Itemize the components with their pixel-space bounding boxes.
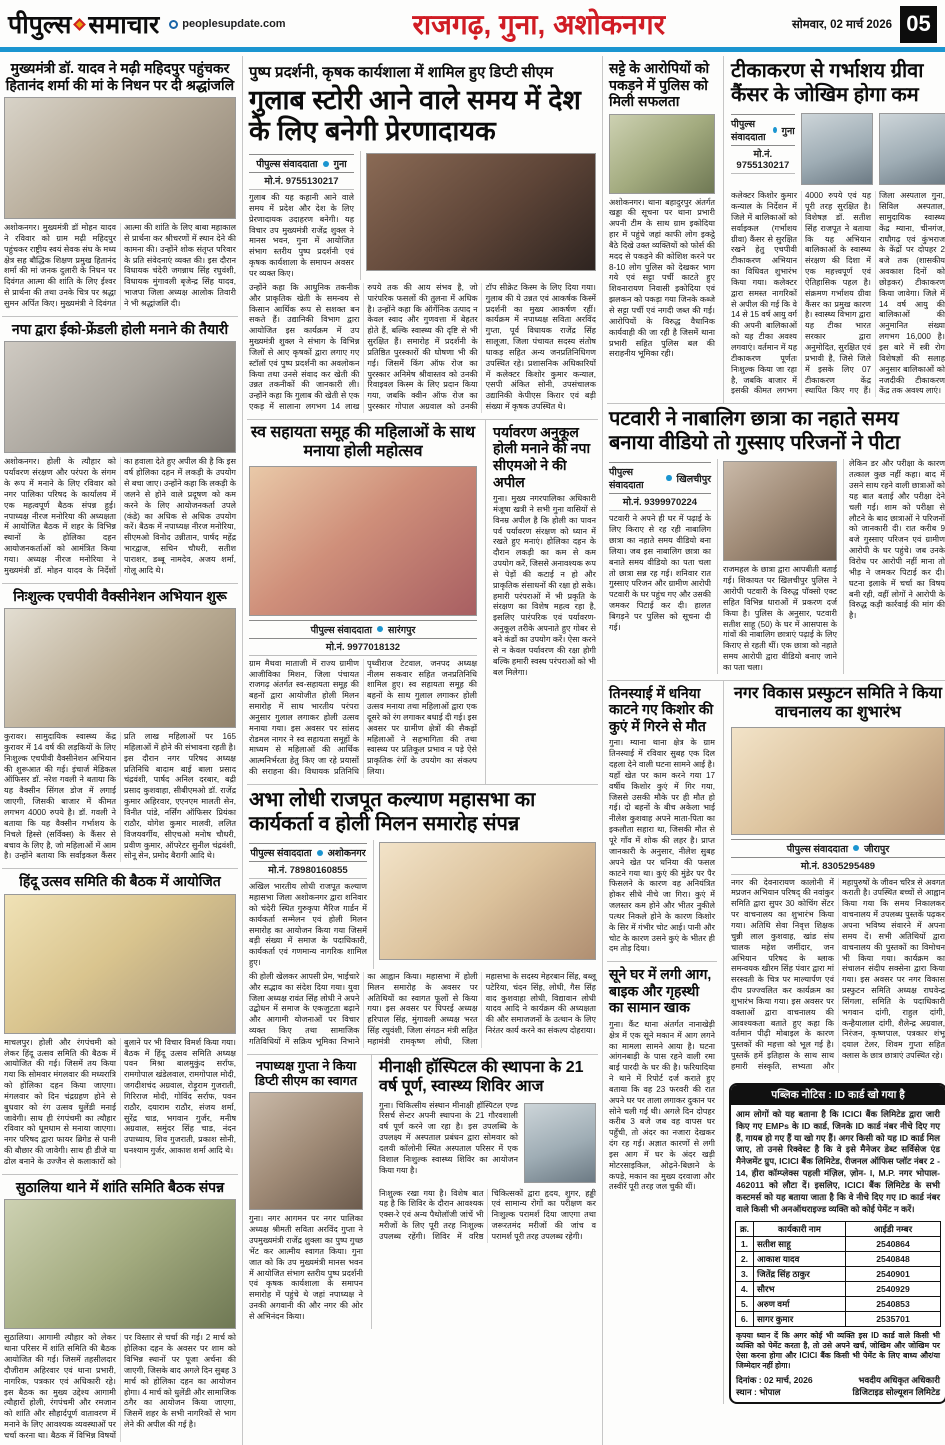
photo-cm-tribute-meeting [4, 97, 236, 219]
table-row: 6. सागर कुमार 2535701 [736, 1311, 941, 1326]
article-body: अशोकनगर। होली के त्यौहार को पर्यावरण संरक्षण और परंपरा के संगम के रूप में मनाने के लिए रविवार को नगर पालिका परिषद के कार्यालय में एक महत्वपूर्ण बैठक संपन्न हुई। नपाध्यक्ष नीरज मनोरिया की अध्यक्षता में आयोजित बैठक में शहर के विभिन्न स्थानों के होलिका दहन आयोजनकर्ताओं को आमंत्रित किया गया। अध्यक्ष नीरज मनोरिया ने मुख्यमंत्री डॉ. मोहन यादव के निर्देशों का हवाला देते हुए अपील की है कि इस वर्ष होलिका दहन में लकड़ी के उपयोग से बचा जाए। उन्होंने कहा कि लकड़ी के जलने से होने वाले प्रदूषण को कम करने के लिए आयोजनकर्ता उपले (कंडे) का अधिक से अधिक उपयोग करें। बैठक में नपाध्यक्ष नीरज मनोरिया, सीएमओ विनोद उन्नीतान, पार्षद महेंद्र भारद्वाज, सचिन चौधरी, सतीश पाराशर, डब्बू नामदेव, अजय शर्मा, गोलू आदि थे। [4, 457, 236, 575]
center-column [242, 56, 598, 1445]
photo-hospital-director-portrait [524, 1103, 596, 1183]
article-headline: मुख्यमंत्री डॉ. यादव ने मढ़ी महिदपुर पहुंचकर हितानंद शर्मा की मां के निधन पर दी श्रद्धांजलि [5, 60, 235, 93]
article-headline: तिनस्याई में धनिया काटने गए किशोर की कुएं में गिरने से मौत [609, 684, 714, 734]
article-napadhyaksha-swagat [247, 1055, 365, 1329]
right-column [602, 56, 945, 1445]
photo-deputy-cm-stage [366, 153, 596, 271]
article-cm-tribute [2, 56, 238, 317]
table-row: 4. सौरभ 2540929 [736, 1281, 941, 1296]
bullet-icon [853, 845, 859, 851]
photo-bouquet-welcome [249, 1092, 363, 1210]
photo-sutaliya-meeting [4, 1199, 236, 1329]
article-headline: गुलाब स्टोरी आने वाले समय में देश के लिए बनेगी प्रेरणादायक [249, 85, 581, 147]
article-sutaliya [2, 1175, 238, 1445]
article-body: कलेक्टर किशोर कुमार कन्याल के निर्देशन में जिले में बालिकाओं को सर्वाइकल (गर्भाशय ग्रीवा) कैंसर से सुरक्षित रखने हेतु एचपीवी टीकाकरण अभियान का विधिवत शुभारंभ किया गया। कलेक्टर द्वारा समस्त नागरिकों से अपील की गई कि वे 14 से 15 वर्ष आयु वर्ग की अपनी बालिकाओं को यह टीका अवश्य लगवाएं। वर्तमान में यह टीकाकरण पूर्णतः निःशुल्क किया जा रहा है, जबकि बाजार में इसकी कीमत लगभग 4000 रुपये एवं यह पूरी तरह सुरक्षित है। विशेषज्ञ डॉ. सतीश सिंह राजपूत ने बताया कि यह अभियान बालिकाओं के स्वास्थ्य संरक्षण की दिशा में एक महत्त्वपूर्ण एवं ऐतिहासिक पहल है। संक्रमण गर्भाशय ग्रीवा कैंसर का प्रमुख कारण है। स्वास्थ्य विभाग द्वारा यह टीका भारत सरकार द्वारा अनुमोदित, सुरक्षित एवं प्रभावी है, जिसे जिले में इसके लिए 07 टीकाकरण केंद्र स्थापित किए गए हैं। जिला अस्पताल गुना, सिविल अस्पताल, सामुदायिक स्वास्थ्य केंद्र म्याना, चीनगंज, राघौगढ़ एवं कुंभराज के केंद्रों पर दोपहर 2 बजे तक (शासकीय अवकाश दिनों को छोड़कर) टीकाकरण किया जावेगा। जिले में 14 वर्ष आयु की बालिकाओं की अनुमानित संख्या लगभग 16,000 है। इस बारे में स्त्री रोग विशेषज्ञों की सलाह अनुसार बालिकाओं को नजदीकी टीकाकरण केंद्र तक अवश्य लाएं। [731, 191, 945, 396]
notice-date-place: दिनांक : 02 मार्च, 2026 स्थान : भोपाल [736, 1374, 813, 1397]
article-headline: सूने घर में लगी आग, बाइक और गृहस्थी का सामान खाक [609, 966, 712, 1016]
bullet-icon [377, 626, 383, 632]
byline-phone: मो.नं. 9399970224 [609, 495, 711, 511]
notice-title: पब्लिक नोटिस : ID कार्ड खो गया है [731, 1085, 945, 1105]
article-house-fire [607, 962, 717, 1199]
article-body: नगर की देवनारायण कालोनी में मप्रजन अभियान परिषद् की नवांकुर समिति द्वारा सुपर 30 कोचिंग सेंटर पर वाचनालय का शुभारंभ किया गया। अतिथि सेवा निवृत्त शिक्षक चुन्नी लाल कुशवाह, खांड संघ चालक महेश जमींदार, जन अभियान परिषद के ब्लाक समन्वयक खीरम सिंह पंवार द्वारा मां सरस्वती के चित्र पर माल्यार्पण एवं दीप प्रज्ज्वलित कर कार्यक्रम का शुभारंभ किया गया। इस अवसर पर वक्ताओं द्वारा वाचनालय की आवश्यकता बताते हुए कहा कि वर्तमान पीढ़ी मोबाइल के कारण पुस्तकों की महत्ता को भूल गई है। पुस्तकें हमें इतिहास के साथ साथ हमारी संस्कृति, सभ्यता और महापुरुषों के जीवन चरित्र से अवगत कराती है। उपस्थित बच्चों से आह्वान किया गया कि समय निकालकर वाचनालय में उपलब्ध पुस्तकें पढ़कर अपना भविष्य संवारने में अपना समय दें। सभी अतिथियों द्वारा वाचनालय की पुस्तकों का विमोचन भी किया गया। कार्यक्रम का संचालन संदीप सक्सेना द्वारा किया गया। इस अवसर पर नगर विकास प्रस्फुटन समिति अध्यक्ष राघवेन्द्र सिंगला, समिति के पदाधिकारी भगवान दांगी, राहुल दांगी, कन्हैयालाल दांगी, शैलेन्द्र अग्रवाल, निरंजन, कृष्णपाल, पत्रकार शंभू दयाल टेलर, शिवम गुप्ता सहित क्लास के छात्र छात्राएं उपस्थित रहे। [731, 877, 945, 1071]
photo-collector-portrait [801, 113, 873, 185]
right-bottom-right-stack [723, 681, 945, 1404]
article-headline: निःशुल्क एचपीवी वैक्सीनेशन अभियान शुरू [13, 587, 227, 604]
website-link[interactable] [169, 18, 285, 30]
article-shg-holi [247, 420, 479, 784]
article-satta-arrest [607, 56, 717, 366]
article-headline: नपा द्वारा ईको-फ्रेंडली होली मनाने की तैयारी [11, 320, 229, 337]
photo-super30-library-launch [731, 727, 945, 835]
article-gulab-story [247, 56, 598, 420]
masthead-left: पीपुल्स [8, 11, 72, 39]
notice-table [735, 1221, 941, 1327]
byline-phone: मो.नं. 8305295489 [731, 859, 945, 875]
article-minakshi-hospital [377, 1055, 598, 1249]
article-headline: टीकाकरण से गर्भाशय ग्रीवा कैंसर के जोखिम होगा कम [731, 60, 924, 106]
article-headline: पर्यावरण अनुकूल होली मनाने की नपा सीएमओ ने की अपील [493, 423, 591, 490]
article-body: गुना। नगर आगमन पर नगर पालिका अध्यक्ष श्रीमती सविता अरविंद गुप्ता ने उपमुख्यमंत्री राजेंद्र शुक्ला का पुष्प गुच्छ भेंट कर आत्मीय स्वागत किया। गुना जात को कि उप मुख्यमंत्री मानस भवन में आयोजित संभाग स्तरीय पुष्प प्रदर्शनी एवं कृषक कार्यशाला के समापन समारोह में पहुंचे थे जहां नपाध्यक्ष ने उनकी अगवानी की और नगर की ओर से अभिनंदन किया। [249, 1214, 363, 1321]
article-lodhi-mahasabha [247, 784, 598, 1055]
byline: पीपुल्स संवाददाता सारंगपुर [249, 620, 477, 639]
table-row: 5. अरुण वर्मा 2540853 [736, 1296, 941, 1311]
photo-lodhi-samaroh-banner [379, 842, 596, 960]
article-headline: नगर विकास प्रस्फुटन समिति ने किया वाचनालय का शुभारंभ [733, 684, 943, 721]
byline: पीपुल्स संवाददाता जीरापुर [731, 839, 945, 858]
article-headline: पटवारी ने नाबालिग छात्रा का नहाते समय बनाया वीडियो तो गुस्साए परिजनों ने पीटा [609, 408, 901, 454]
photo-angry-villagers [723, 461, 837, 561]
article-headline: सुठालिया थाने में शांति समिति बैठक संपन्न [15, 1178, 225, 1195]
article-headline: मीनाक्षी हॉस्पिटल की स्थापना के 21 वर्ष पूर्ण, स्वास्थ्य शिविर आज [379, 1058, 584, 1095]
article-body: कुरावर। सामुदायिक स्वास्थ्य केंद्र कुरावर में 14 वर्ष की लड़कियों के लिए निःशुल्क एचपीवी वैक्सीनेशन अभियान की शुरूआत की गई। इंचार्ज मेडिकल ऑफिसर डॉ. नरेश गवली ने बताया कि यह वैक्सीन सिंगल डोज में लगाई जाएगी, जिसकी बाजार में कीमत लगभग 4000 रुपये है। डॉ. गवली ने बताया कि यह वैक्सीन गर्भाशय के निचले हिस्से (सर्विक्स) के कैंसर से बचाव के लिए है, जो महिलाओं में आम है। उन्होंने बताया कि सर्वाइकल कैंसर प्रति लाख महिलाओं पर 165 महिलाओं में होने की संभावना रहती है। इस दौरान नगर परिषद अध्यक्ष प्रतिनिधि बादाम बाई बाला प्रसाद चंद्रवंशी, पार्षद अनिल दरबार, बद्री प्रसाद कुशवाहा, सीबीएमओ डॉ. राजेंद्र कुमार अहिरवार, एएनएम मालती सेन, विनीत पांडे, नर्सिंग ऑफिसर प्रियंका राठौर, योगेश कुमार मालवी, ललित विजयवर्गीय, सीएचओ मनोष चौधरी, प्रवीण कुमार, ऑपरेटर सुनील चंद्रवंशी, सोनू सेन, प्रमोद बैरागी आदि थे। [4, 732, 236, 861]
byline-phone: मो.नं. 9977018132 [249, 640, 477, 656]
photo-police-group [609, 114, 715, 194]
article-intro: अखिल भारतीय लोधी राजपूत कल्याण महासभा जिला अशोकनगर द्वारा शनिवार को चंदेरी स्थित गुरुकृपा मैरिज गार्डन में कार्यकर्ता सम्मेलन एवं होली मिलन समारोह का आयोजन किया गया जिसमें बड़ी संख्या में समाज के पदाधिकारी, कार्यकर्ता एवं गणमान्य नागरिक शामिल हुए। [249, 882, 367, 968]
article-body-col3: लेकिन डर और परीक्षा के कारण तत्काल कुछ नहीं कहा। बाद में उसने साथ रहने वाली छात्राओं को यह बात बताई और परीक्षा देने चली गई। शाम को परीक्षा से लौटने के बाद छात्राओं ने परिजनों को जानकारी दी। रात करीब 9 बजे गुस्साए परिजन एवं ग्रामीण आरोपी के घर पहुंचे। जब उनके विरोध पर आरोपी नहीं माना तो भीड़ ने जमकर पिटाई कर दी। घटना इलाके में चर्चा का विषय बनी रही, वहीं लोगों ने आरोपी के विरुद्ध कड़ी कार्रवाई की मांग की है। [849, 459, 945, 621]
byline-phone: मो.नं. 9755130217 [249, 174, 354, 190]
article-tinsyai-death [607, 681, 717, 962]
article-body: सुठालिया। आगामी त्यौहार को लेकर थाना परिसर में शांति समिति की बैठक आयोजित की गई। जिसमें तहसीलदार दौजीराम अहिरवार एवं थाना प्रभारी, नागरिक, पत्रकार एवं अधिकारी रहे। इस बैठक का मुख्य उद्देश्य आगामी त्यौहारों होली, रंगपंचमी और रमजान को शांति और सौहार्दपूर्ण वातावरण में मनाने के लिए आवश्यक व्यवस्थाओं पर चर्चा करना था। बैठक में विभिन्न विषयों पर विस्तार से चर्चा की गई। 2 मार्च को होलिका दहन के अवसर पर शाम को विभिन्न स्थानों पर पूजा अर्चना की जाएगी, जिसके बाद अगले दिन सुबह 3 मार्च को होलिका दहन का आयोजन होगा। 4 मार्च को धुलेंडी और सामाजिक ठगैर का आयोजन किया जाएगा, जिसमें शहर के सभी नागरिकों से भाग लेने की अपील की गई है। [4, 1333, 236, 1440]
article-eco-holi [2, 317, 238, 584]
byline: पीपुल्स संवाददाता खिलचीपुर [609, 462, 711, 494]
article-headline: सट्टे के आरोपियों को पकड़ने में पुलिस को मिली सफलता [609, 60, 710, 110]
article-headline: अभा लोधी राजपूत कल्याण महासभा का कार्यकर्ता व होली मिलन समारोह संपन्न [249, 789, 536, 835]
notice-body: आम लोगों को यह बताना है कि ICICI बैंक लिमिटेड द्वारा जारी किए गए EMPs के ID कार्ड, जिनके ID कार्ड नंबर नीचे दिए गए हैं, गायब हो गए हैं या खो गए हैं। अगर किसी को यह ID कार्ड मिल जाए, तो उनसे रिक्वेस्ट है कि वे इसे मैनेजर डेब्ट सर्विसेज एंड मैनेजमेंट ग्रुप, ICICI बैंक लिमिटेड, रीजनल ऑफिस प्लॉट नंबर 2 - 14, हीरा कॉम्प्लेक्स पहली मंज़िल, ज़ोन- I, M.P. नगर भोपाल- 462011 को लौटा दें। इसलिए, ICICI बैंक लिमिटेड के सभी कस्टमर्स को यह बताया जाता है कि वे नीचे दिए गए ID कार्ड नंबर वाले किसी भी अनऑथराइज्ड व्यक्ति को कोई पेमेंट न करें। [736, 1108, 940, 1214]
article-body: गुना। मुख्य नगरपालिका अधिकारी मंजूषा खत्री ने सभी गुना वासियों से विनम्र अपील है कि होली का पावन पर्व पर्यावरण संरक्षण को ध्यान में रखते हुए मनाएं। होलिका दहन के दौरान लकड़ी का कम से कम उपयोग करें, जिससे अनावश्यक रूप से पेड़ों की कटाई न हो और प्राकृतिक संसाधनों की रक्षा हो सके। हमारी परंपराओं में भी प्रकृति के संरक्षण का विशेष महत्व रहा है, इसलिए पारंपरिक एवं पर्यावरण-अनुकूल तरीके अपनाते हुए गोबर से बने कंडों का उपयोग करें। ऐसा करने से न केवल पर्यावरण की रक्षा होगी बल्कि हमारी स्वस्थ परंपराओं को भी बल मिलेगा। [493, 494, 596, 677]
masthead-logo [8, 7, 159, 41]
globe-icon [169, 20, 178, 29]
byline: पीपुल्स संवाददाता गुना [731, 114, 795, 146]
photo-hindu-utsav-meeting [4, 894, 236, 1034]
right-bottom-left-stack [607, 681, 717, 1404]
masthead-right: समाचार [88, 11, 160, 39]
public-notice-box [729, 1083, 945, 1404]
photo-doctor-portrait [879, 113, 945, 185]
article-kicker: पुष्प प्रदर्शनी, कृषक कार्यशाला में शामिल हुए डिप्टी सीएम [249, 64, 553, 81]
article-headline: स्व सहायता समूह की महिलाओं के साथ मनाया होली महोत्सव [250, 423, 476, 460]
bullet-icon [317, 850, 323, 856]
notice-col-name: कार्यकारी नाम [754, 1221, 846, 1236]
article-body: ग्राम मैथवा माताजी में राज्य ग्रामीण आजीविका मिशन, जिला पंचायत राजगढ़ अंतर्गत स्व-सहायता समूह की बहनों द्वारा आयोजीत होली मिलन समारोह में साथ भारतीय परंपरा अनुसार गुलाल लगाकर होली उत्सव मनाया गया। इस अवसर पर सांसद रोडमल नागर ने स्व सहायता समूहों के माध्यम से महिलाओं की आर्थिक आत्मनिर्भरता हेतु किए जा रहे प्रयासों की सराहना की। विधायक प्रतिनिधि पृथ्वीराज टेटवाल, जनपद अध्यक्ष नीलम सकवार सहित जनप्रतिनिधि शामिल हुए। स्व सहायता समूह की बहनों के साथ गुलाल लगाकर होली उत्सव मनाया तथा महिलाओं द्वारा एक दूसरे को रंग लगाकर बधाई दी गई। इस अवसर पर ग्रामीण क्षेत्रों की सैकड़ों महिलाओं ने सहभागिता की तथा स्वास्थ्य पर प्रतिकूल प्रभाव न पड़े ऐसे प्राकृतिक रंगों के उपयोग का संकल्प लिया। [249, 658, 477, 777]
edition-region-title: राजगढ़, गुना, अशोकनगर [412, 9, 666, 40]
article-body: अशोकनगर। मुख्यमंत्री डॉ मोहन यादव ने रविवार को ग्राम मढ़ी महिदपुर पहुंचकर राष्ट्रीय स्वयं सेवक संघ के मध्य क्षेत्र सह बौद्धिक शिक्षण प्रमुख हितानंद शर्मा की मां जनक दुलारी के निधन पर दिवंगत आत्मा की शांति के लिए ईश्वर से प्रार्थना की तथा उनके चित्र पर श्रद्धा सुमन अर्पित किए। मुख्यमंत्री ने दिवंगत आत्मा की शांति के लिए बाबा महाकाल से प्रार्थना कर श्रीचरणों में स्थान देने की कामना की। उन्होंने शोक संतृप्त परिवार के प्रति संवेदनाएं व्यक्त की। इस दौरान विधायक चंदेरी जगन्नाथ सिंह रघुवंशी, विधायक मुंगावली बृजेन्द्र सिंह यादव, भाजपा जिला अध्यक्ष आलोक तिवारी ने भी श्रद्धांजलि दी। [4, 223, 236, 308]
page-number: 05 [900, 6, 937, 43]
table-row: 3. जितेंद्र सिंह ठाकुर 2540901 [736, 1266, 941, 1281]
notice-col-id: आईडी नम्बर [846, 1221, 941, 1236]
byline-phone: मो.नं. 9755130217 [731, 147, 795, 174]
byline: पीपुल्स संवाददाता अशोकनगर [249, 843, 367, 862]
article-body-col1: पटवारी ने अपने ही घर में पढ़ाई के लिए किराए से रह रही नाबालिग छात्रा का नहाते समय वीडियो बना लिया। जब इस नाबालिग छात्रा का बनाते समय वीडियो का पता चला तो छात्रा सन्न रह गई। शनिवार रात गुस्साए परिजन और ग्रामीण आरोपी पटवारी के घर पहुंच गए और उसकी जमकर पिटाई कर दी। हालत बिगड़ने पर पुलिस को सूचना दी गई। [609, 514, 711, 632]
table-row: 1. सतीश साहू 2540864 [736, 1236, 941, 1251]
article-tika-cancer [729, 56, 945, 403]
notice-col-sno: क्र. [736, 1221, 754, 1236]
bullet-icon [323, 161, 329, 167]
article-paryavaran-appeal [491, 420, 598, 684]
masthead-diamond-icon [73, 18, 86, 31]
article-body: गुना। चिकित्सीय संस्थान मीनाक्षी हॉस्पिटल एण्ड रिसर्च सेन्टर अपनी स्थापना के 21 गौरवशाली वर्ष पूर्ण करने जा रहा है। इस उपलब्धि के उपलक्ष्य में अस्पताल प्रबंधन द्वारा सोमवार को दलवी कॉलोनी स्थित अस्पताल परिसर में एक विशाल निःशुल्क स्वास्थ्य शिविर का आयोजन किया गया है। [379, 1100, 518, 1175]
dateline: सोमवार, 02 मार्च 2026 [791, 18, 892, 31]
page-body [0, 56, 945, 1445]
byline-phone: मो.नं. 78980160855 [249, 863, 367, 879]
article-hindu-utsav [2, 869, 238, 1175]
notice-signature: भवदीय अधिकृत अधिकारी डिजिटाइड सोल्यूशन लिमिटेड [852, 1374, 940, 1397]
article-intro: गुलाब की यह कहानी आने वाले समय में प्रदेश और देश के लिए प्रेरणादायक उदाहरण बनेगी। यह विचार उप मुख्यमंत्री राजेंद्र शुक्ल ने मानस भवन, गुना में आयोजित संभाग स्तरीय पुष्प प्रदर्शनी एवं कृषक कार्यशाला के समापन अवसर पर व्यक्त किए। [249, 193, 354, 278]
article-body-col2: राजमहल के छात्रा द्वारा आपबीती बताई गई। शिकायत पर खिलचीपुर पुलिस ने आरोपी पटवारी के विरुद्ध पॉक्सो एक्ट सहित विभिन्न धाराओं में प्रकरण दर्ज किया है। पुलिस के अनुसार, पटवारी सतीश साहू (50) के घर में आसपास के गांवों की नाबालिग छात्राएं पढ़ाई के लिए किराए से रहती थीं। एक छात्रा को नहाते समय आरोपी द्वारा वीडियो बनाए जाने का पता चला। [723, 565, 837, 672]
byline: पीपुल्स संवाददाता गुना [249, 154, 354, 173]
article-headline: नपाध्यक्ष गुप्ता ने किया डिप्टी सीएम का स्वागत [255, 1058, 357, 1088]
article-body: की होली खेलकर आपसी प्रेम, भाईचारे और सद्भाव का संदेश दिया गया। युवा जिला अध्यक्ष रावंत सिंह लोधी ने अपने उद्बोधन में समाज के एकजुटता बढ़ाने और आगामी योजनाओं पर विचार व्यक्त किए तथा सामाजिक गतिविधियों में सक्रिय भूमिका निभाने का आह्वान किया। महासभा में होली मिलन समारोह के अवसर पर अतिथियों का स्वागत फूलों से किया गया। इस अवसर पर पिपरई अध्यक्ष हरिपाल सिंह, मुंगावली अध्यक्ष भरत सिंह रघुवंशी, जिला संगठन मंत्री सहित महामंत्री रामकृष्ण लोधी, जिला महासभा के सदस्य मेहरबान सिंह, बब्लू पटेरिया, चंदन सिंह, लोधी, गैस सिंह वाद कुशवाहा लोधी, विद्यावान लोधी यादव आदि ने कार्यक्रम की अध्यक्षता की और समाजजनों के उत्थान के लिए निरंतर कार्य करने का संकल्प दोहराया। [249, 971, 596, 1046]
article-body: माचलपुर। होली और रंगपंचमी को लेकर हिंदू उत्सव समिति की बैठक में आयोजित की गई। जिसमें तय किया गया कि सोमवार मंगलवार की मध्यरात्रि को होलिका दहन किया जाएगा। मंगलवार को दिन चंद्रग्रहण होने से बुधवार को रंग उत्सव धुलेंडी मनाई जावेगी। साथ ही रंगपंचमी का त्यौहार रविवार को धूमधाम से मनाया जाएगा। नगर परिषद द्वारा फायर ब्रिगेड से पानी की बौछार की जावेगी। साथ ही डीजे या ढोल बनाने के उज्जैन से कलाकारों को बुलाने पर भी विचार विमर्श किया गया। बैठक में हिंदू उत्सव समिति अध्यक्ष पवन मिश्रा बालमुकुंद सर्राफ, रामगोपाल खंडेलवाल, रामगोपाल मोदी, जगदीशचंद अग्रवाल, रोड़ूराम गुजराती, गिरिराज मोदी, गोविंद सर्राफ, पवन राठौर, दयाराम राठौर, संजय शर्मा, सुरेंद्र चाड, भगवान गुर्जर, मनीष अग्रवाल, समुंदर सिंह चाड, नंदन उपाध्याय, शिव गुजराती, प्रकाश सोनी, घनश्याम गुर्जर, आकाश शर्मा आदि थे। [4, 1037, 236, 1167]
bullet-icon [666, 475, 671, 481]
article-vachanalaya [729, 681, 945, 1079]
page-header [0, 0, 945, 46]
article-body: उन्होंने कहा कि आधुनिक तकनीक और प्राकृतिक खेती के समन्वय से किसान आर्थिक रूप से सशक्त बन सकते हैं। उद्यानिकी विभाग द्वारा आयोजित इस कार्यक्रम में उप मुख्यमंत्री शुक्ल ने संभाग के विभिन्न जिलों से आए कृषकों द्वारा लगाए गए स्टॉलों एवं पुष्प प्रदर्शनी का अवलोकन किया तथा उनसे संवाद कर खेती की उन्नत तकनीकों की जानकारी ली। उन्होंने कहा कि गुलाब की खेती से एक एकड़ में सालाना लगभग 14 लाख रुपये तक की आय संभव है, जो पारंपरिक फसलों की तुलना में अधिक है। उन्होंने कहा कि ऑर्गेनिक उत्पाद न केवल स्वाद और गुणवत्ता में बेहतर होते हैं, बल्कि स्वास्थ्य की दृष्टि से भी सुरक्षित हैं। समारोह में प्रदर्शनी के प्रतिष्ठित पुरस्कारों की घोषणा भी की गई। जिसमें किंग ऑफ रोज का पुरस्कार अनिमेष श्रीवास्तव को उनकी रिवाइवल किस्म के लिए प्रदान किया गया, जबकि क्वीन ऑफ रोज का पुरस्कार गोपाल अग्रवाल को उनकी टॉप सीक्रेट किस्म के लिए दिया गया। गुलाब की ये उन्नत एवं आकर्षक किस्में प्रदर्शनी का मुख्य आकर्षण रहीं। कार्यक्रम में नपाध्यक्ष सविता अरविंद गुप्ता, पूर्व विधायक राजेंद्र सिंह सालूजा, जिला पंचायत सदस्य संतोष धाकड़ सहित अन्य जनप्रतिनिधिगण उपस्थित रहे। प्रशासनिक अधिकारियों में कलेक्टर किशोर कुमार कन्याल, एसपी अंकित सोनी, उपसंचालक उद्यानिकी केपीएस किरार एवं बड़ी संख्या में कृषक उपस्थित थे। [249, 282, 596, 412]
left-column [2, 56, 238, 1445]
photo-eco-holi-meeting [4, 341, 236, 453]
website-text: peoplesupdate.com [182, 18, 286, 30]
article-body: अशोकनगर। थाना बहादुरपुर अंतर्गत खड्डा की सूचना पर थाना प्रभारी अपनी टीम के साथ ग्राम इकोदिया हार में पहुंचे जहां काफी लोग इकट्ठे बैठे दिखे उक्त व्यक्तियों को फोर्स की मदद से पकड़ने की कोशिश करने पर 8-10 लोग पुलिस को देखकर भाग गये एवं सट्टा पर्ची काटते हुए शिवनारायण निवासी इकोदिया एवं झलकन को पकड़ा गया जिनके कब्जे से सट्टा पर्ची एवं नगदी जब्त की गई। आरोपियों के विरुद्ध वैधानिक कार्यवाही की जा रही है जिसमें थाना प्रभारी सहित पुलिस बल की सराहनीय भूमिका रही। [609, 197, 715, 359]
article-hpv-camp [2, 584, 238, 870]
bullet-icon [773, 127, 777, 133]
article-headline: हिंदू उत्सव समिति की बैठक में आयोजित [19, 873, 221, 890]
article-body-continued: निःशुल्क रखा गया है। विशेष बात यह है कि शिविर के दौरान आवश्यक एक्स-रे एवं अन्य पैथोलॉजी जांचें भी मरीजों के लिए पूरी तरह निःशुल्क उपलब्ध रहेंगी। शिविर में वरिष्ठ चिकित्सकों द्वारा हृदय, शुगर, हड्डी एवं सामान्य रोगों का परीक्षण कर निःशुल्क परामर्श दिया जाएगा तथा जरूरतमंद मरीजों की जांच व परामर्श पूरी तरह उपलब्ध रहेगी। [379, 1188, 596, 1241]
photo-shg-holi-crowd [249, 466, 477, 616]
article-body: गुना। कैंट थाना अंतर्गत नानाखेड़ी क्षेत्र में एक सूने मकान में आग लगने का मामला सामने आया है। घटना आंगनबाड़ी के पास रहने वाली रमा बाई पारदी के घर की है। फरियादिया ने थाने में रिपोर्ट दर्ज कराते हुए बताया कि वह 23 फरवरी की रात अपने घर पर ताला लगाकर दुकान पर सोने चली गई थी। अगले दिन दोपहर करीब 3 बजे जब वह वापस घर पहुँची, तो अंदर का नजारा देखकर दंग रह गई। अज्ञात कारणों से लगी इस आग में घर के अंदर खड़ी मोटरसाइकिल, ओढ़ने-बिछाने के कपड़े, मकान का मुख्य दरवाजा और तस्वीरें पूरी तरह जल चुकी थीं। [609, 1019, 715, 1192]
photo-hpv-camp [4, 608, 236, 728]
header-divider-bar [0, 47, 945, 52]
notice-footnote: कृपया ध्यान दें कि अगर कोई भी व्यक्ति इस ID कार्ड वाले किसी भी व्यक्ति को पेमेंट करता है, तो उसे अपने खर्च, जोखिम और जोखिम पर ऐसा करना होगा और ICICI बैंक किसी भी पेमेंट के लिए बाध्य और/या जिम्मेदार नहीं होगा। [736, 1330, 940, 1370]
article-patwari-video [607, 403, 945, 681]
article-body: गुना। म्याना थाना क्षेत्र के ग्राम तिनस्याई में रविवार सुबह एक दिल दहला देने वाली घटना सामने आई है। यहाँ खेत पर काम करने गया 17 वर्षीय किशोर कुएं में गिर गया, जिससे उसकी मौके पर ही मौत हो गई। दो बहनों के बीच अकेला भाई नीलेश कुशवाह अपने माता-पिता का इकलौता सहारा था, जिसकी मौत से पूरे गाँव में शोक की लहर है। प्राप्त जानकारी के अनुसार, नीलेश सुबह अपने खेत पर धनिया की फसल काटने गया था। कुएं की मुंडेर पर पैर फिसलने के कारण वह अनियंत्रित होकर सीधे नीचे जा गिरा। कुएं में जलस्तर कम होने और भीतर नुकीले पत्थर निकले होने के कारण किशोर के सिर में गंभीर चोट आई। पानी और चोट के कारण उसने कुएं के भीतर ही दम तोड़ दिया। [609, 738, 715, 954]
table-row: 2. आकाश यादव 2540848 [736, 1251, 941, 1266]
